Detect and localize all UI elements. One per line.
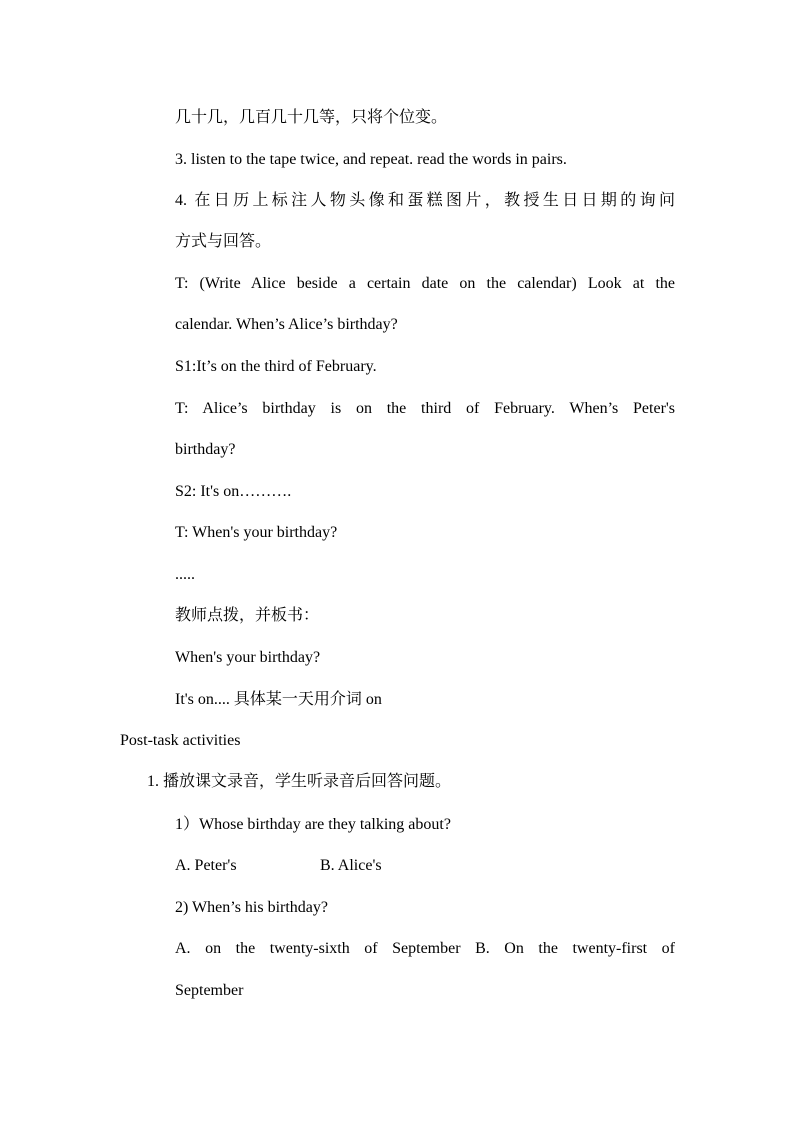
question-1-options xyxy=(175,856,675,876)
question-1-option-b: B. Alice's xyxy=(320,857,382,874)
list-item-1: 1. 播放课文录音，学生听录音后回答问题。 xyxy=(147,773,452,790)
text-line-board-question: When's your birthday? xyxy=(175,649,321,666)
section-heading-post-task: Post-task activities xyxy=(120,732,241,749)
text-line-teacher-1-cont: calendar. When’s Alice’s birthday? xyxy=(175,316,398,333)
text-line-teacher-2-cont: birthday? xyxy=(175,441,236,458)
text-line-step-4-cont: 方式与回答。 xyxy=(175,233,272,250)
text-line-student-1: S1:It’s on the third of February. xyxy=(175,358,377,375)
question-1: 1）Whose birthday are they talking about? xyxy=(175,816,451,833)
text-line-board-answer: It's on.... 具体某一天用介词 on xyxy=(175,691,382,708)
text-line-ellipsis: ..... xyxy=(175,566,195,583)
text-line-teacher-1: T: (Write Alice beside a certain date on the calendar) Look at the xyxy=(175,275,675,292)
text-line-step-4: 4. 在日历上标注人物头像和蛋糕图片，教授生日日期的询问 xyxy=(175,192,675,209)
text-line-teacher-3: T: When's your birthday? xyxy=(175,524,338,541)
text-line-place-value: 几十几，几百几十几等，只将个位变。 xyxy=(175,109,448,126)
text-line-student-2: S2: It's on………. xyxy=(175,483,292,500)
text-line-teacher-2: T: Alice’s birthday is on the third of February. When’s Peter's xyxy=(175,400,675,417)
question-2: 2) When’s his birthday? xyxy=(175,899,329,916)
question-2-options-cont: September xyxy=(175,982,244,999)
text-line-step-3: 3. listen to the tape twice, and repeat. read the words in pairs. xyxy=(175,151,567,168)
question-2-options: A. on the twenty-sixth of September B. On the twenty-first of xyxy=(175,940,675,957)
question-1-option-a: A. Peter's xyxy=(175,857,237,874)
text-line-board-note: 教师点拨，并板书： xyxy=(175,607,320,624)
